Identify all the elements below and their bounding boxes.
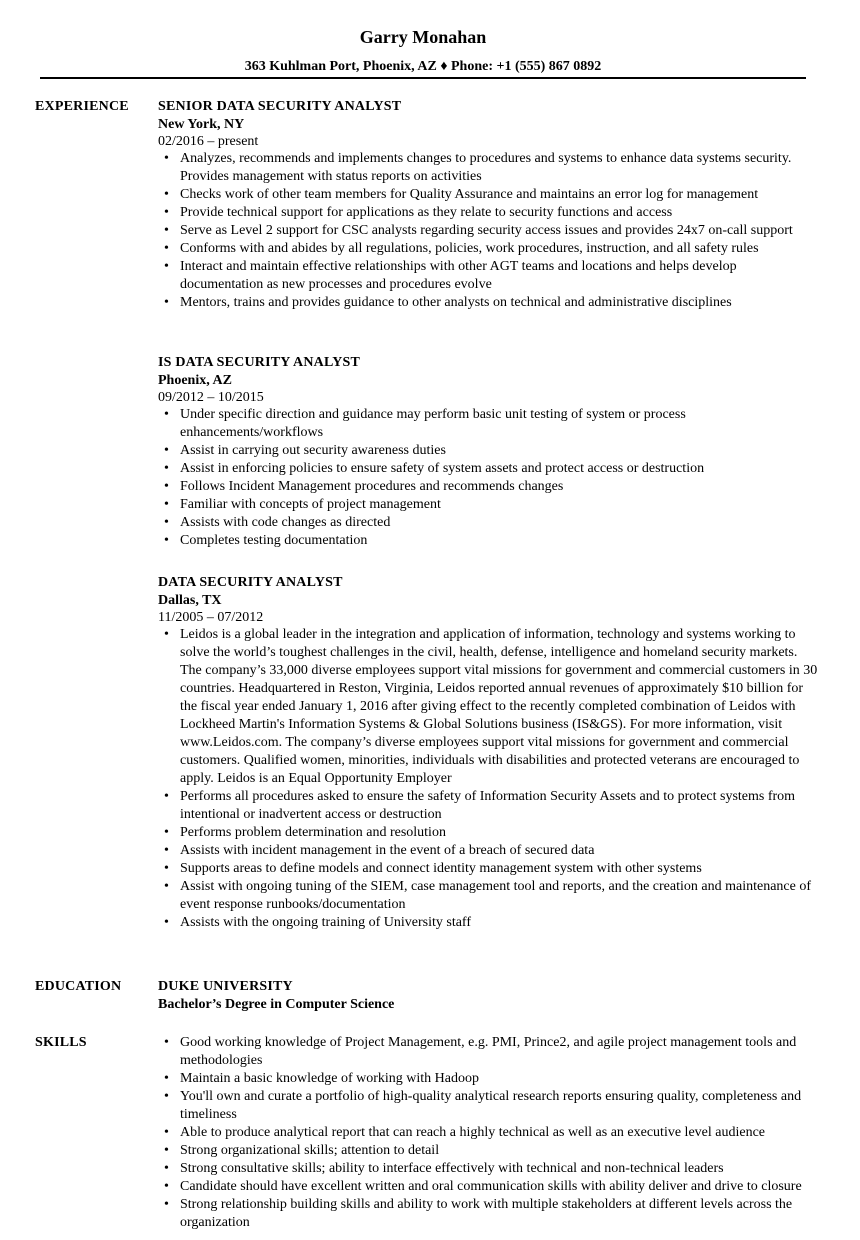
job-entry xyxy=(158,574,818,932)
skill-item: • You'll own and curate a portfolio of high-quality analytical research reports ensuring quality, completeness and timeliness xyxy=(158,1088,818,1124)
experience-section-label: EXPERIENCE xyxy=(35,99,129,114)
skill-item: • Maintain a basic knowledge of working with Hadoop xyxy=(158,1070,818,1088)
job-bullets xyxy=(158,150,818,312)
skills-entry xyxy=(158,1034,818,1232)
job-bullets xyxy=(158,406,818,550)
bullet-item: • Under specific direction and guidance may perform basic unit testing of system or process enhancements/workflows xyxy=(158,406,818,442)
bullet-item: • Familiar with concepts of project management xyxy=(158,496,818,514)
bullet-item: • Checks work of other team members for Quality Assurance and maintains an error log for management xyxy=(158,186,818,204)
bullet-item: • Mentors, trains and provides guidance to other analysts on technical and administrative disciplines xyxy=(158,294,818,312)
bullet-item: • Leidos is a global leader in the integration and application of information, technology and systems working to solve the world’s toughest challenges in the civil, health, defense, intelligence and homeland security markets. The company’s 33,000 diverse employees support vital missions for government and commercial customers in 30 countries. Headquartered in Reston, Virginia, Leidos reported annual revenues of approximately $10 billion for the fiscal year ended January 1, 2016 after giving effect to the recently completed combination of Leidos with Lockheed Martin's Information Systems & Global Solutions business (IS&GS). For more information, visit www.Leidos.com. The company’s diverse employees support vital missions for government and commercial customers. Qualified women, minorities, individuals with disabilities and protected veterans are encouraged to apply. Leidos is an Equal Opportunity Employer xyxy=(158,626,818,788)
bullet-item: • Provide technical support for applications as they relate to security functions and access xyxy=(158,204,818,222)
skill-item: • Strong consultative skills; ability to interface effectively with technical and non-technical leaders xyxy=(158,1160,818,1178)
contact-line: 363 Kuhlman Port, Phoenix, AZ ♦ Phone: +1 (555) 867 0892 xyxy=(244,59,602,74)
bullet-item: • Assist in carrying out security awareness duties xyxy=(158,442,818,460)
school-name: DUKE UNIVERSITY xyxy=(158,979,293,994)
bullet-item: • Performs problem determination and resolution xyxy=(158,824,818,842)
education-entry xyxy=(158,978,818,1014)
job-dates: 02/2016 – present xyxy=(158,134,259,149)
bullet-item: • Assist with ongoing tuning of the SIEM, case management tool and reports, and the creation and maintenance of event response runbooks/documentation xyxy=(158,878,818,914)
job-title: SENIOR DATA SECURITY ANALYST xyxy=(158,99,402,114)
bullet-item: • Serve as Level 2 support for CSC analysts regarding security access issues and provides 24x7 on-call support xyxy=(158,222,818,240)
candidate-name: Garry Monahan xyxy=(359,27,487,47)
job-title: IS DATA SECURITY ANALYST xyxy=(158,355,361,370)
education-section-label: EDUCATION xyxy=(35,979,122,994)
skills-section-label: SKILLS xyxy=(35,1035,87,1050)
bullet-item: • Supports areas to define models and connect identity management system with other systems xyxy=(158,860,818,878)
job-dates: 11/2005 – 07/2012 xyxy=(158,610,264,625)
job-dates: 09/2012 – 10/2015 xyxy=(158,390,264,405)
skill-item: • Strong relationship building skills and ability to work with multiple stakeholders at different levels across the organization xyxy=(158,1196,818,1232)
skill-item: • Candidate should have excellent written and oral communication skills with ability deliver and drive to closure xyxy=(158,1178,818,1196)
job-title: DATA SECURITY ANALYST xyxy=(158,575,343,590)
bullet-item: • Completes testing documentation xyxy=(158,532,818,550)
header-divider xyxy=(40,77,806,79)
bullet-item: • Assist in enforcing policies to ensure safety of system assets and protect access or destruction xyxy=(158,460,818,478)
job-entry xyxy=(158,98,818,312)
job-location: New York, NY xyxy=(158,117,245,132)
bullet-item: • Interact and maintain effective relationships with other AGT teams and locations and helps develop documentation as new processes and procedures evolve xyxy=(158,258,818,294)
job-bullets xyxy=(158,626,818,932)
bullet-item: • Assists with incident management in the event of a breach of secured data xyxy=(158,842,818,860)
skill-item: • Good working knowledge of Project Management, e.g. PMI, Prince2, and agile project management tools and methodologies xyxy=(158,1034,818,1070)
skill-item: • Able to produce analytical report that can reach a highly technical as well as an executive level audience xyxy=(158,1124,818,1142)
bullet-item: • Performs all procedures asked to ensure the safety of Information Security Assets and to protect systems from intentional or inadvertent access or destruction xyxy=(158,788,818,824)
bullet-item: • Assists with code changes as directed xyxy=(158,514,818,532)
job-location: Dallas, TX xyxy=(158,593,222,608)
job-location: Phoenix, AZ xyxy=(158,373,232,388)
skills-list xyxy=(158,1034,818,1232)
bullet-item: • Analyzes, recommends and implements changes to procedures and systems to enhance data systems security. Provides management with status reports on activities xyxy=(158,150,818,186)
bullet-item: • Follows Incident Management procedures and recommends changes xyxy=(158,478,818,496)
skill-item: • Strong organizational skills; attention to detail xyxy=(158,1142,818,1160)
degree: Bachelor’s Degree in Computer Science xyxy=(158,997,395,1012)
bullet-item: • Assists with the ongoing training of University staff xyxy=(158,914,818,932)
bullet-item: • Conforms with and abides by all regulations, policies, work procedures, instruction, and all safety rules xyxy=(158,240,818,258)
job-entry xyxy=(158,354,818,550)
